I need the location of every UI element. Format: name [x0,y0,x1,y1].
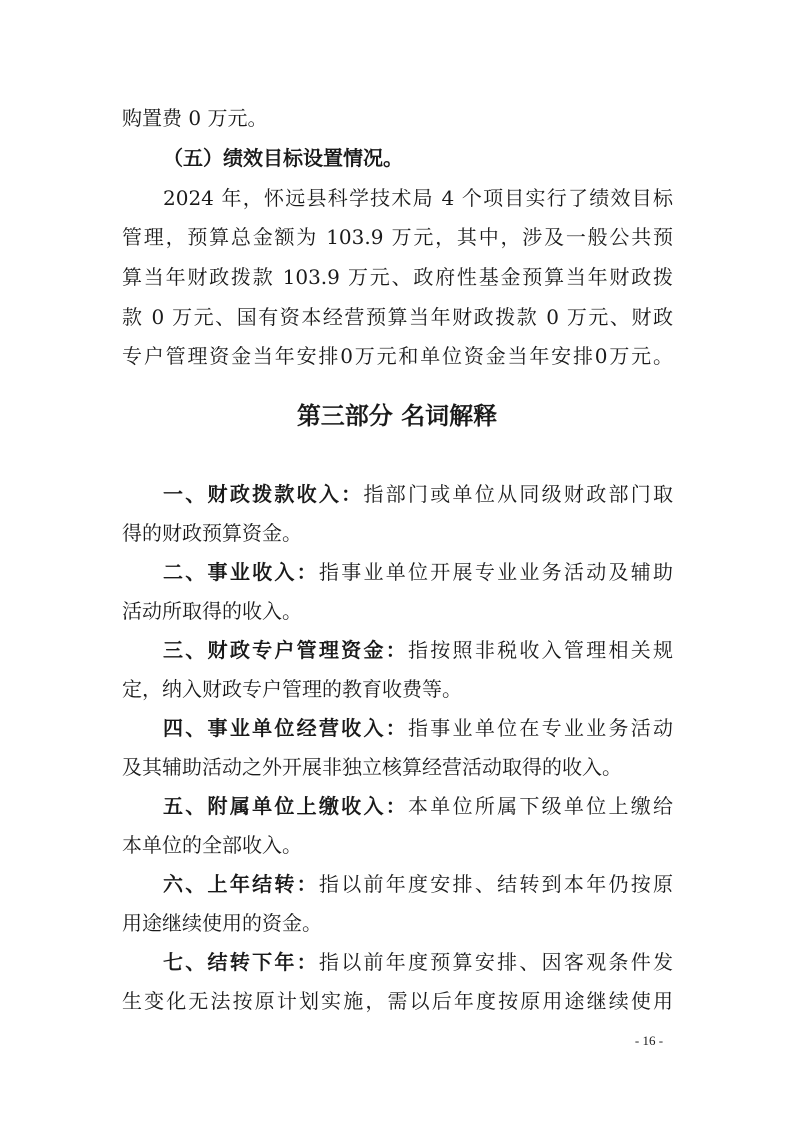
term-label: 三、财政专户管理资金： [163,638,408,662]
term-text: 指以前年度预算安排、因客观条件发 [318,950,673,974]
term-definition-line [163,869,673,899]
term-definition-line: 本单位的全部收入。 [122,833,302,857]
section-title: 第三部分 名词解释 [296,402,498,430]
term-label: 二、事业收入： [163,560,319,584]
term-text: 指以前年度安排、结转到本年仍按原 [318,872,673,896]
term-definition-line [163,479,673,509]
paragraph-line: 2024 年，怀远县科学技术局 4 个项目实行了绩效目标 [163,186,673,210]
term-label: 一、财政拨款收入： [163,482,364,506]
paragraph-line: 专户管理资金当年安排0万元和单位资金当年安排0万元。 [122,344,673,368]
term-text: 本单位所属下级单位上缴给 [408,794,673,818]
paragraph-line: 管理，预算总金额为 103.9 万元，其中，涉及一般公共预 [122,225,673,249]
term-definition-line [163,557,673,587]
term-text: 指事业单位在专业业务活动 [408,716,673,740]
subsection-heading: （五）绩效目标设置情况。 [163,146,403,170]
term-definition-line: 及其辅助活动之外开展非独立核算经营活动取得的收入。 [122,755,622,779]
term-definition-line: 活动所取得的收入。 [122,599,302,623]
page-number: - 16 - [634,1033,664,1048]
term-definition-line: 得的财政预算资金。 [122,521,302,545]
term-text: 指部门或单位从同级财政部门取 [363,482,673,506]
term-label: 七、结转下年： [163,950,319,974]
term-definition-line [163,947,673,977]
term-text: 指按照非税收入管理相关规 [408,638,673,662]
paragraph-tail: 购置费 0 万元。 [122,106,268,130]
term-definition-line: 生变化无法按原计划实施，需以后年度按原用途继续使用 [122,989,673,1013]
term-definition-line [163,713,673,743]
term-label: 四、事业单位经营收入： [163,716,408,740]
paragraph-line: 款 0 万元、国有资本经营预算当年财政拨款 0 万元、财政 [122,305,673,329]
term-label: 五、附属单位上缴收入： [163,794,408,818]
term-definition-line [163,635,673,665]
term-definition-line: 用途继续使用的资金。 [122,911,322,935]
term-definition-line: 定，纳入财政专户管理的教育收费等。 [122,677,462,701]
term-text: 指事业单位开展专业业务活动及辅助 [318,560,673,584]
term-definition-line [163,791,673,821]
paragraph-line: 算当年财政拨款 103.9 万元、政府性基金预算当年财政拨 [122,265,673,289]
term-label: 六、上年结转： [163,872,319,896]
